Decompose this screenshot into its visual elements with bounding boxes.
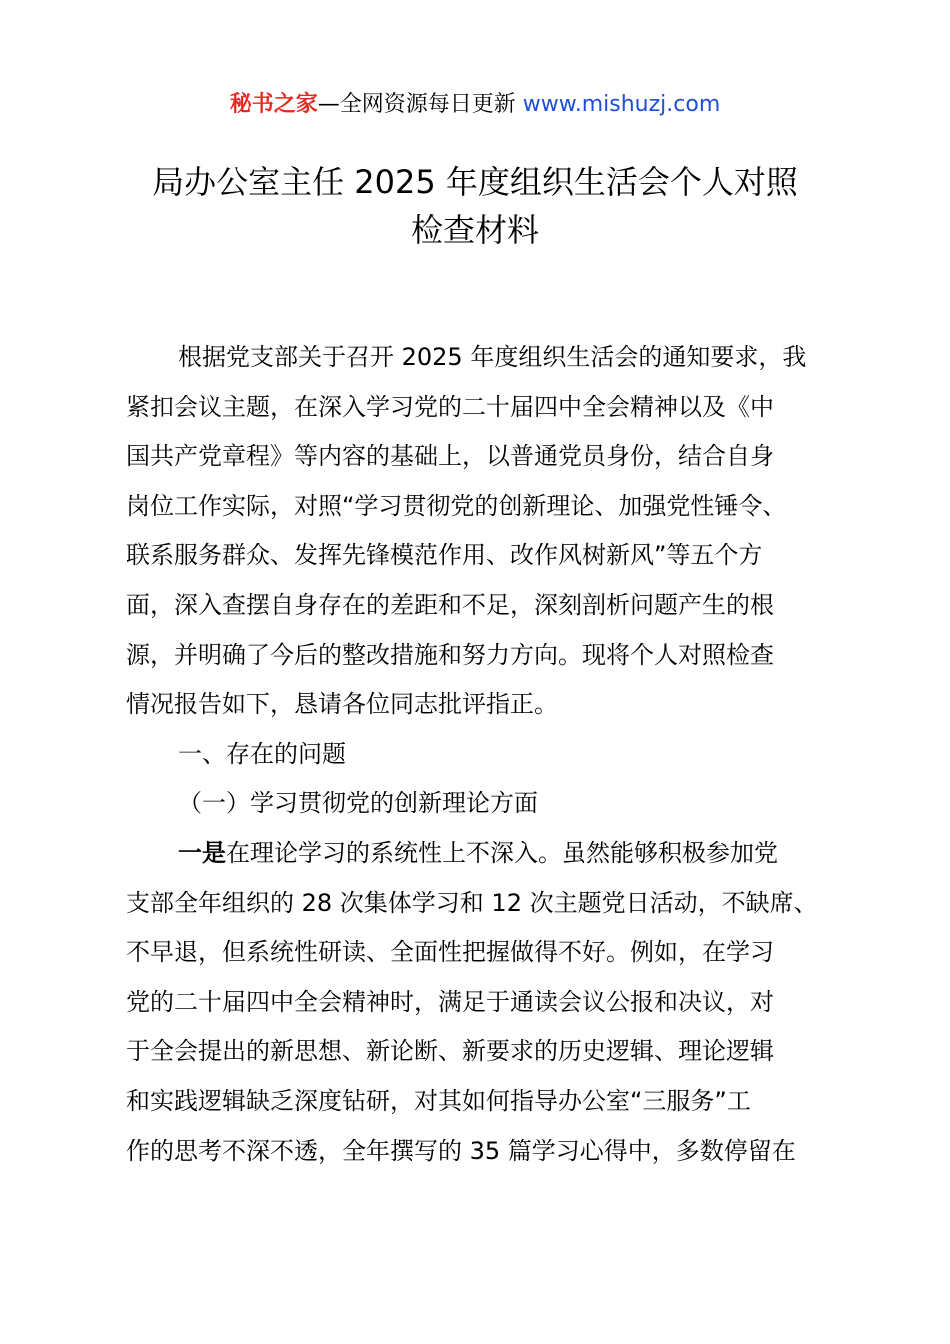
intro-paragraph	[126, 333, 836, 730]
point-bold-lead: 一是	[178, 838, 226, 867]
point-first-line-rest: 在理论学习的系统性上不深入。虽然能够积极参加党	[226, 838, 778, 867]
document-body	[126, 333, 836, 1176]
section-heading-text: 一、存在的问题	[178, 739, 346, 768]
title-line-2: 检查材料	[410, 211, 539, 249]
subsection-heading-text: （一）学习贯彻党的创新理论方面	[178, 789, 538, 818]
point-line: 党的二十届四中全会精神时，满足于通读会议公报和决议，对	[126, 987, 774, 1016]
intro-line: 岗位工作实际，对照“学习贯彻党的创新理论、加强党性锤令、	[126, 491, 787, 520]
intro-line: 根据党支部关于召开 2025 年度组织生活会的通知要求，我	[178, 343, 807, 371]
point-line: 作的思考不深不透，全年撰写的 35 篇学习心得中，多数停留在	[126, 1136, 796, 1165]
intro-line: 国共产党章程》等内容的基础上，以普通党员身份，结合自身	[126, 442, 774, 471]
intro-line: 源，并明确了今后的整改措施和努力方向。现将个人对照检查	[126, 640, 774, 669]
site-url-link[interactable]: www.mishuzj.com	[522, 92, 721, 117]
point-first-line	[126, 829, 836, 879]
point-paragraph	[126, 829, 836, 1176]
site-header	[0, 88, 950, 122]
site-name: 秘书之家	[229, 92, 318, 117]
point-line: 于全会提出的新思想、新论断、新要求的历史逻辑、理论逻辑	[126, 1037, 774, 1066]
intro-line: 面，深入查摆自身存在的差距和不足，深刻剖析问题产生的根	[126, 590, 774, 619]
section-heading	[126, 730, 836, 780]
intro-line: 情况报告如下，恳请各位同志批评指正。	[126, 690, 558, 719]
point-line: 和实践逻辑缺乏深度钻研，对其如何指导办公室“三服务”工	[126, 1086, 751, 1115]
point-line: 不早退，但系统性研读、全面性把握做得不好。例如，在学习	[126, 938, 774, 967]
point-line: 支部全年组织的 28 次集体学习和 12 次主题党日活动，不缺席、	[126, 888, 818, 917]
title-line-1: 局办公室主任 2025 年度组织生活会个人对照	[152, 163, 798, 201]
document-title	[100, 158, 850, 254]
intro-line: 联系服务群众、发挥先锋模范作用、改作风树新风”等五个方	[126, 541, 763, 570]
subsection-heading	[126, 779, 836, 829]
intro-line: 紧扣会议主题，在深入学习党的二十届四中全会精神以及《中	[126, 392, 774, 421]
site-slogan: —全网资源每日更新	[317, 92, 516, 117]
